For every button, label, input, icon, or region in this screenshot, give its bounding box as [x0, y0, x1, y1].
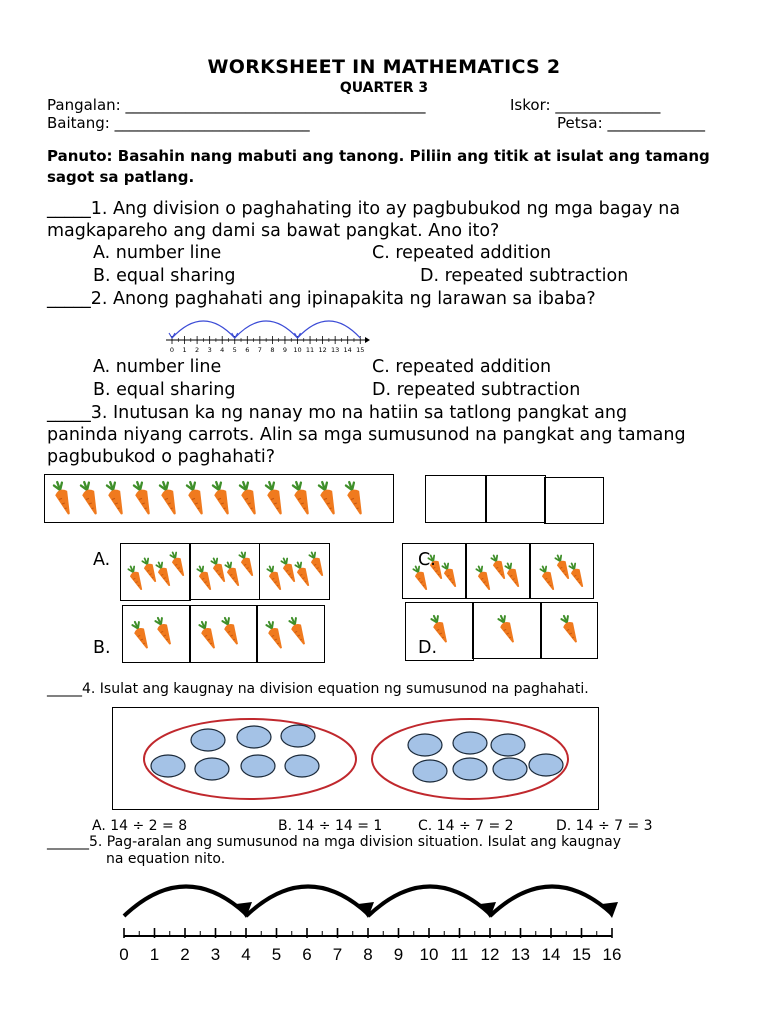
name-line: ________________________________________: [125, 96, 426, 114]
tick-label-5: 5: [232, 346, 237, 354]
dot-11: [413, 760, 447, 782]
jump-arc-1: [298, 321, 361, 338]
tick-label-8: 8: [270, 346, 275, 354]
axis-arrow: [365, 337, 370, 343]
q4-blank: _____: [47, 681, 82, 697]
tick-label-10: 10: [419, 945, 439, 964]
tick-label-11: 11: [450, 945, 469, 964]
q1-line2: magkapareho ang dami sa bawat pangkat. Ano ito?: [47, 221, 500, 241]
opt-a-carrots-1: [125, 546, 187, 596]
tick-label-3: 3: [207, 346, 212, 354]
q4-line: [47, 681, 589, 697]
date-label: Petsa:: [557, 114, 603, 132]
tick-label-8: 8: [363, 945, 373, 964]
dot-10: [491, 734, 525, 756]
tick-label-3: 3: [210, 945, 221, 964]
q5-line2: na equation nito.: [106, 851, 226, 867]
worksheet-subtitle: QUARTER 3: [339, 80, 429, 96]
tick-label-5: 5: [271, 945, 282, 964]
jump-arc-3: [368, 886, 490, 916]
q4-option-b: B. 14 ÷ 14 = 1: [278, 818, 383, 834]
q4-groups-picture: [112, 707, 599, 810]
tick-label-12: 12: [480, 945, 500, 964]
tick-label-4: 4: [220, 346, 225, 354]
tick-label-0: 0: [169, 346, 175, 354]
carrot-icon: [437, 559, 463, 591]
q2-option-b: B. equal sharing: [93, 380, 236, 400]
q3-option-b: B.: [93, 638, 111, 658]
tick-label-2: 2: [180, 945, 190, 964]
score-label: Iskor:: [510, 96, 551, 114]
carrot-icon: [500, 559, 526, 591]
dot-9: [453, 732, 487, 754]
dot-13: [493, 758, 527, 780]
q3-option-d: D.: [418, 638, 438, 658]
dot-4: [151, 755, 185, 777]
q3-text1: 3. Inutusan ka ng nanay mo na hatiin sa tatlong pangkat ang: [90, 403, 628, 423]
opt-d-carrots-3: [548, 608, 592, 650]
q1-option-c: C. repeated addition: [372, 243, 552, 263]
tick-label-12: 12: [318, 346, 327, 354]
dot-7: [285, 755, 319, 777]
tick-label-4: 4: [241, 945, 251, 964]
q3-blank: _____: [47, 403, 91, 423]
q3-line1: [47, 403, 627, 423]
q2-line: [47, 289, 596, 309]
jump-arc-4: [490, 886, 612, 916]
tick-label-9: 9: [282, 346, 288, 354]
dot-1: [191, 729, 225, 751]
group-dots: [151, 725, 563, 782]
q4-option-c: C. 14 ÷ 7 = 2: [418, 818, 514, 834]
grade-label: Baitang:: [47, 114, 110, 132]
empty-box-1: [425, 475, 487, 523]
opt-a-carrots-2: [194, 546, 256, 596]
q3-option-c: C.: [418, 550, 436, 570]
tick-label-14: 14: [343, 346, 352, 354]
tick-label-6: 6: [302, 945, 312, 964]
tick-label-7: 7: [257, 346, 262, 354]
q2-text: 2. Anong paghahati ang ipinapakita ng larawan sa ibaba?: [90, 289, 596, 309]
q5-line1: [47, 834, 621, 850]
opt-d-carrots-2: [485, 608, 529, 650]
name-field: [47, 96, 426, 114]
tick-label-13: 13: [331, 346, 340, 354]
date-field: [557, 114, 705, 132]
jump-arrowhead-3: [169, 333, 175, 338]
dot-14: [529, 754, 563, 776]
q3-line2: paninda niyang carrots. Alin sa mga sumusunod na pangkat ang tamang: [47, 425, 686, 445]
tick-label-0: 0: [119, 945, 129, 964]
dot-12: [453, 758, 487, 780]
q5-blank: ______: [47, 834, 89, 850]
tick-label-14: 14: [541, 945, 561, 964]
q5-number-line: [100, 870, 640, 970]
opt-c-carrots-2: [469, 547, 527, 595]
opt-b-carrots-2: [195, 610, 253, 656]
tick-label-9: 9: [393, 945, 404, 964]
q1-text1: 1. Ang division o paghahating ito ay pagbubukod ng mga bagay na: [90, 199, 681, 219]
tick-label-1: 1: [182, 346, 187, 354]
q4-text: 4. Isulat ang kaugnay na division equation ng sumusunod na paghahati.: [82, 681, 589, 697]
tick-label-11: 11: [305, 346, 315, 354]
q1-option-a: A. number line: [93, 243, 222, 263]
tick-label-10: 10: [293, 346, 302, 354]
tick-label-15: 15: [356, 346, 365, 354]
empty-box-2: [485, 475, 546, 523]
tick-label-6: 6: [245, 346, 250, 354]
jump-arc-2: [246, 886, 368, 916]
worksheet-title: WORKSHEET IN MATHEMATICS 2: [207, 56, 561, 78]
grade-field: [47, 114, 310, 132]
tick-label-7: 7: [332, 945, 343, 964]
tick-label-2: 2: [195, 346, 200, 354]
score-field: [510, 96, 660, 114]
opt-c-carrots-3: [533, 547, 591, 595]
q1-line1: [47, 199, 680, 219]
dot-6: [241, 755, 275, 777]
opt-a-carrots-3: [264, 546, 326, 596]
dot-2: [237, 726, 271, 748]
dot-5: [195, 758, 229, 780]
carrot-icon: [492, 611, 522, 648]
tick-label-15: 15: [572, 945, 591, 964]
q1-option-b: B. equal sharing: [93, 266, 236, 286]
q2-blank: _____: [47, 289, 91, 309]
q4-option-a: A. 14 ÷ 2 = 8: [92, 818, 188, 834]
date-line: _____________: [607, 114, 705, 132]
score-line: ______________: [555, 96, 661, 114]
jump-arc-3: [172, 321, 235, 338]
tick-label-16: 16: [602, 945, 622, 964]
q1-blank: _____: [47, 199, 91, 219]
grade-line: __________________________: [114, 114, 310, 132]
carrot-icon: [555, 611, 585, 648]
tick-label-13: 13: [511, 945, 530, 964]
q2-option-d: D. repeated subtraction: [372, 380, 581, 400]
q4-option-d: D. 14 ÷ 7 = 3: [556, 818, 653, 834]
dot-3: [281, 725, 315, 747]
opt-b-carrots-3: [262, 610, 320, 656]
instructions: Panuto: Basahin nang mabuti ang tanong. Piliin ang titik at isulat ang tamang sagot sa patlang.: [47, 147, 710, 186]
q2-number-line: [160, 310, 370, 358]
q2-option-c: C. repeated addition: [372, 357, 552, 377]
q3-option-a: A.: [93, 550, 111, 570]
empty-box-3: [544, 477, 604, 524]
q2-option-a: A. number line: [93, 357, 222, 377]
q5-text1: 5. Pag-aralan ang sumusunod na mga division situation. Isulat ang kaugnay: [89, 834, 622, 850]
q3-line3: pagbubukod o paghahati?: [47, 447, 276, 467]
jump-arc-2: [235, 321, 298, 338]
opt-b-carrots-1: [128, 610, 186, 656]
tick-label-1: 1: [149, 945, 160, 964]
q1-option-d: D. repeated subtraction: [420, 266, 629, 286]
carrot-icon: [564, 559, 590, 591]
jump-arc-1: [124, 886, 246, 916]
dot-8: [408, 734, 442, 756]
name-label: Pangalan:: [47, 96, 121, 114]
